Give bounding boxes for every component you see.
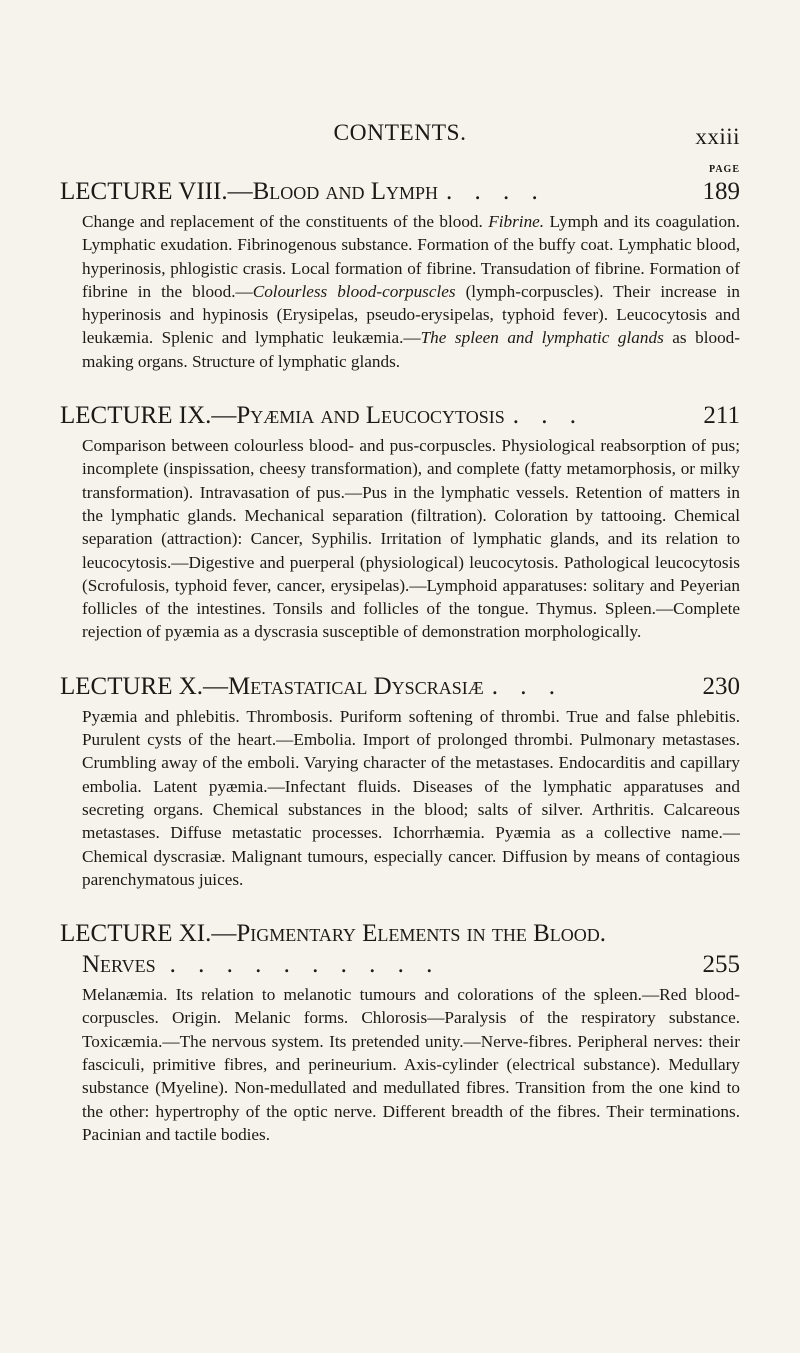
lecture-page: 189 <box>702 178 740 205</box>
lecture-summary <box>82 210 740 373</box>
lecture-heading <box>60 176 740 207</box>
lecture-page: 230 <box>702 672 740 700</box>
lecture-entry-10 <box>60 671 740 891</box>
lecture-number: LECTURE VIII. <box>60 178 228 205</box>
lecture-title-continued: Nerves <box>82 951 156 979</box>
lecture-summary: Comparison between colourless blood- and pus-corpuscles. Physiological reabsorption of pus; incomplete (inspissation, cheesy transformation), and complete (fatty metamorphosis, or milky transformation). Intravasation of pus.—Pus in the lymphatic vessels. Retention of matters in the lymphatic glands. Mechanical separation (filtration). Coloration by tattooing. Chemical separation (attraction): Cancer, Syphilis. Irritation of lymphatic glands, and its relation to leucocytosis.—Digestive and puerperal (physiological) leucocytosis. Pathological leucocytosis (Scrofulosis, typhoid fever, cancer, erysipelas).—Lymphoid apparatuses: solitary and Peyerian follicles of the intestines. Tonsils and follicles of the tongue. Thymus. Spleen.—Complete rejection of pyæmia as a dyscrasia susceptible of demonstration morphologically. <box>82 436 740 642</box>
summary-emphasis: The spleen and lymphatic glands <box>420 328 664 348</box>
lecture-number: LECTURE X. <box>60 672 204 700</box>
summary-emphasis: Fibrine. <box>488 212 545 231</box>
lecture-title: —Pigmentary Elements in the Blood. <box>211 920 607 948</box>
lecture-page: 211 <box>703 402 740 430</box>
summary-text: Lymph and its coagulation. Lymphatic exudation. Fibrinogenous substance. Formation of the buffy coat. Lymphatic blood, hyperinosis, phlogistic crasis. Local formation of fibrine. Transudation of fibrine. Formation of fibrine in the blood.— <box>82 212 740 301</box>
lecture-number: LECTURE XI. <box>60 920 212 948</box>
lecture-title: —Metastatical Dyscrasiæ <box>203 672 484 700</box>
lecture-entry-11 <box>60 918 740 1146</box>
summary-emphasis: Colourless blood-corpuscles <box>252 281 456 301</box>
lecture-title: —Blood and Lymph <box>227 178 439 205</box>
lecture-heading <box>60 918 740 949</box>
lecture-heading <box>60 671 740 702</box>
dot-leader: . . . . . . . . . . <box>169 951 441 979</box>
lecture-heading-continued <box>60 949 740 980</box>
contents-list <box>60 176 740 1146</box>
lecture-entry-9 <box>60 400 740 644</box>
summary-text: (lymph-corpuscles). Their increase in hyperinosis and hypinosis (Erysipelas, pseudo-erysipelas, typhoid fever). Leucocytosis and leukæmia. Splenic and lymphatic leukæmia.— <box>82 281 740 348</box>
summary-text: as blood-making organs. Structure of lymphatic glands. <box>82 328 740 371</box>
lecture-summary: Pyæmia and phlebitis. Thrombosis. Puriform softening of thrombi. True and false phlebitis. Purulent cysts of the heart.—Embolia. Import of prolonged thrombi. Pulmonary metastases. Crumbling away of the emboli. Varying character of the metastases. Endocarditis and capillary embolia. Latent pyæmia.—Infectant fluids. Diseases of the lymphatic apparatuses and secreting organs. Chemical substances in the blood; salts of silver. Arthritis. Calcareous metastases. Diffuse metastatic processes. Ichorrhæmia. Pyæmia as a collective name.—Chemical dyscrasiæ. Malignant tumours, especially cancer. Diffusion by means of contagious parenchymatous juices. <box>82 706 740 889</box>
running-title: CONTENTS. <box>333 120 467 145</box>
running-header <box>60 112 740 152</box>
lecture-summary: Melanæmia. Its relation to melanotic tumours and colorations of the spleen.—Red blood-corpuscles. Origin. Melanic forms. Chlorosis—Paralysis of the respiratory substance. Toxicæmia.—The nervous system. Its pretended unity.—Nerve-fibres. Peripheral nerves: their fasciculi, primitive fibres, and perineurium. Axis-cylinder (electrical substance). Medullary substance (Myeline). Non-medullated and medullated fibres. Transition from the one kind to the other: hypertrophy of the optic nerve. Different breadth of the fibres. Their terminations. Pacinian and tactile bodies. <box>82 985 740 1144</box>
dot-leader: . . . <box>491 672 563 700</box>
lecture-title: —Pyæmia and Leucocytosis <box>211 402 505 430</box>
page-column-label: PAGE <box>708 164 740 175</box>
page-number: xxiii <box>695 124 740 149</box>
lecture-heading <box>60 400 740 431</box>
dot-leader: . . . . <box>446 178 546 205</box>
dot-leader: . . . <box>512 402 584 430</box>
lecture-number: LECTURE IX. <box>60 402 212 430</box>
lecture-entry-8 <box>60 176 740 373</box>
summary-text: Change and replacement of the constituents of the blood. <box>82 212 489 231</box>
lecture-page: 255 <box>702 951 740 979</box>
